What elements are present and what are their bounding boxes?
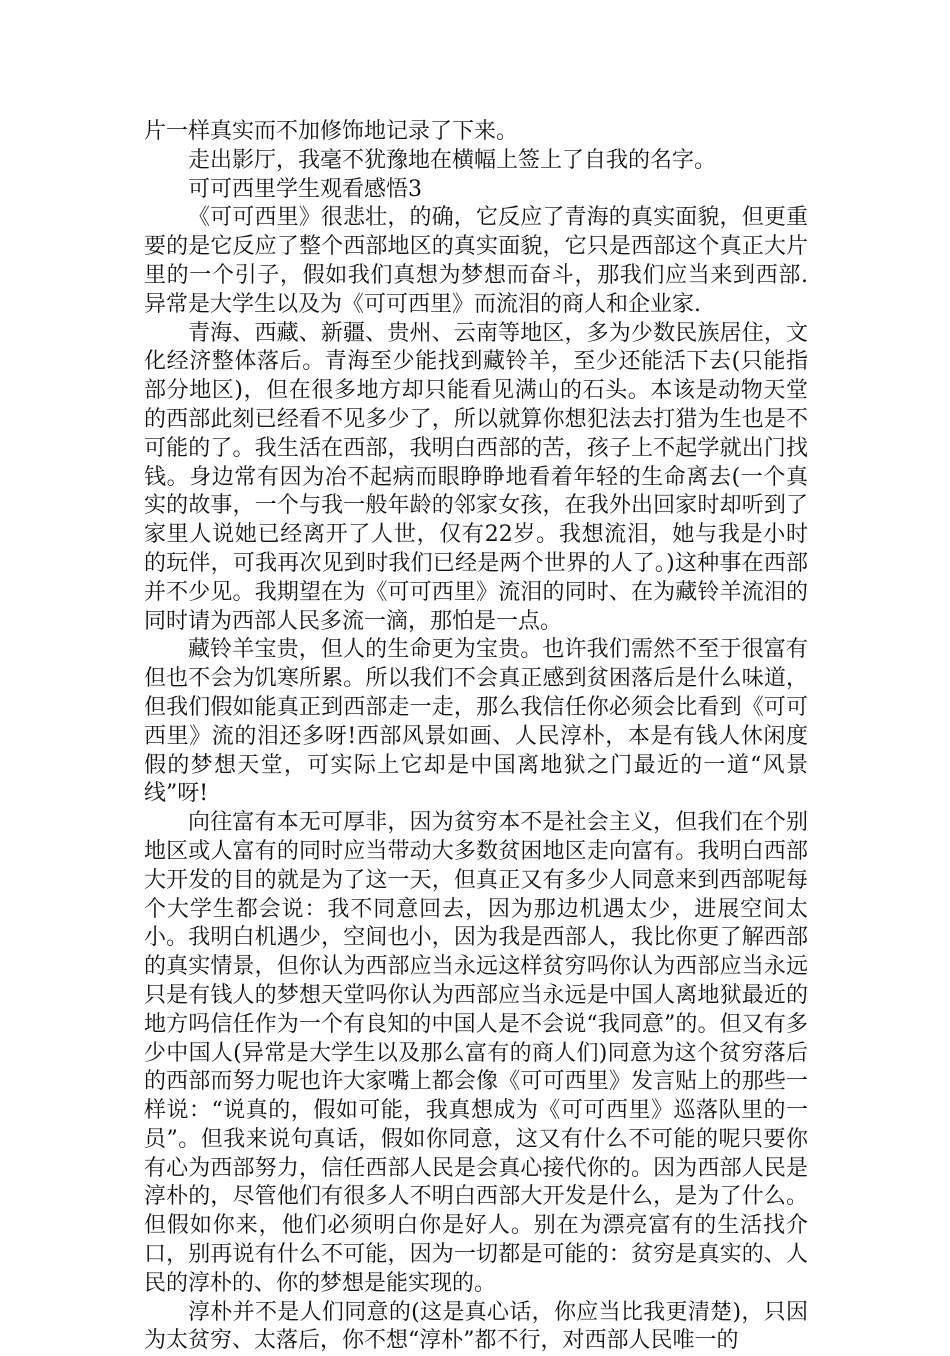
paragraph: 淳朴并不是人们同意的(这是真心话，你应当比我更清楚)，只因为太贫穷、太落后，你不想“淳朴”都不行，对西部人民唯一的	[144, 1299, 808, 1354]
paragraph: 青海、西藏、新疆、贵州、云南等地区，多为少数民族居住，文化经济整体落后。青海至少能找到藏铃羊，至少还能活下去(只能指部分地区)，但在很多地方却只能看见满山的石头。本该是动物天堂的西部此刻已经看不见多少了，所以就算你想犯法去打猎为生也是不可能的了。我生活在西部，我明白西部的苦，孩子上不起学就出门找钱。身边常有因为冶不起病而眼睁睁地看着年轻的生命离去(一个真实的故事，一个与我一般年龄的邻家女孩，在我外出回家时却听到了家里人说她已经离开了人世，仅有22岁。我想流泪，她与我是小时的玩伴，可我再次见到时我们已经是两个世界的人了。)这种事在西部并不少见。我期望在为《可可西里》流泪的同时、在为藏铃羊流泪的同时请为西部人民多流一滴，那怕是一点。	[144, 320, 808, 634]
paragraph: 藏铃羊宝贵，但人的生命更为宝贵。也许我们需然不至于很富有但也不会为饥寒所累。所以我们不会真正感到贫困落后是什么味道，但我们假如能真正到西部走一走，那么我信任你必须会比看到《可可西里》流的泪还多呀!西部风景如画、人民淳朴，本是有钱人休闲度假的梦想天堂，可实际上它却是中国离地狱之门最近的一道“风景线”呀!	[144, 637, 808, 807]
document-page	[144, 118, 808, 1356]
paragraph: 《可可西里》很悲壮，的确，它反应了青海的真实面貌，但更重要的是它反应了整个西部地区的真实面貌，它只是西部这个真正大片里的一个引子，假如我们真想为梦想而奋斗，那我们应当来到西部.异常是大学生以及为《可可西里》而流泪的商人和企业家.	[144, 205, 808, 317]
section-heading: 可可西里学生观看感悟3	[188, 176, 422, 202]
paragraph: 走出影厅，我毫不犹豫地在横幅上签上了自我的名字。	[188, 147, 717, 173]
paragraph: 向往富有本无可厚非，因为贫穷本不是社会主义，但我们在个别地区或人富有的同时应当带动大多数贫困地区走向富有。我明白西部大开发的目的就是为了这一天，但真正又有多少人同意来到西部呢每个大学生都会说：我不同意回去，因为那边机遇太少，进展空间太小。我明白机遇少，空间也小，因为我是西部人，我比你更了解西部的真实情景，但你认为西部应当永远这样贫穷吗你认为西部应当永远只是有钱人的梦想天堂吗你认为西部应当永远是中国人离地狱最近的地方吗信任作为一个有良知的中国人是不会说“我同意”的。但又有多少中国人(异常是大学生以及那么富有的商人们)同意为这个贫穷落后的西部而努力呢也许大家嘴上都会像《可可西里》发言贴上的那些一样说：“说真的，假如可能，我真想成为《可可西里》巡落队里的一员”。但我来说句真话，假如你同意，这又有什么不可能的呢只要你有心为西部努力，信任西部人民是会真心接代你的。因为西部人民是淳朴的，尽管他们有很多人不明白西部大开发是什么，是为了什么。但假如你来，他们必须明白你是好人。别在为漂亮富有的生活找介口，别再说有什么不可能，因为一切都是可能的：贫穷是真实的、人民的淳朴的、你的梦想是能实现的。	[144, 810, 808, 1296]
paragraph: 片一样真实而不加修饰地记录了下来。	[144, 119, 519, 144]
